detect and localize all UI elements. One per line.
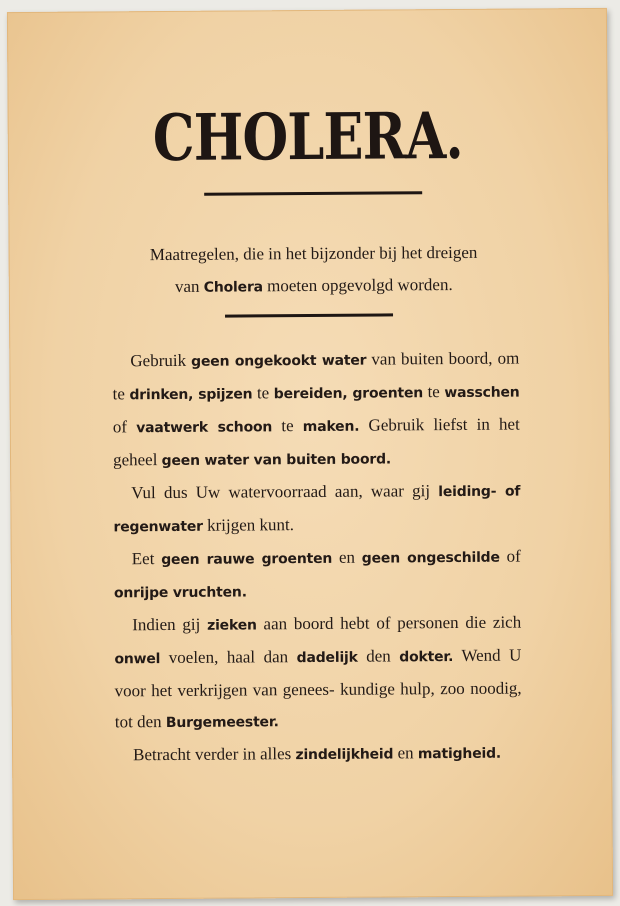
paragraph-illness xyxy=(114,607,522,740)
emphasis: dadelijk xyxy=(296,649,358,667)
emphasis: onwel xyxy=(114,651,161,668)
emphasis: maken. xyxy=(302,418,360,436)
subtitle-text: van xyxy=(174,276,204,296)
text: Betracht verder in alles xyxy=(133,744,296,765)
emphasis: geen ongeschilde xyxy=(361,549,500,567)
emphasis: leiding- of regenwater xyxy=(113,483,521,536)
emphasis: matigheid. xyxy=(417,745,502,763)
emphasis: geen ongekookt water xyxy=(191,352,367,370)
emphasis: geen water van buiten boord. xyxy=(161,451,392,470)
text: Indien gij xyxy=(132,614,208,635)
emphasis: onrijpe vruchten. xyxy=(113,584,247,602)
paragraph-water xyxy=(112,343,520,478)
paragraph-food xyxy=(114,541,521,610)
text: te xyxy=(252,383,274,403)
title-divider xyxy=(204,191,422,196)
emphasis: drinken, spijzen xyxy=(129,386,253,404)
emphasis: zindelijkheid xyxy=(295,746,394,764)
emphasis: dokter. xyxy=(399,649,454,666)
notice-body xyxy=(112,343,522,773)
text: krijgen kunt. xyxy=(202,515,295,535)
text: den xyxy=(357,646,400,666)
emphasis: Burgemeester. xyxy=(165,714,279,732)
emphasis: vaatwerk schoon xyxy=(136,419,273,437)
paragraph-supply xyxy=(113,475,520,544)
text: en xyxy=(393,743,418,763)
emphasis: wasschen xyxy=(444,384,520,402)
text: aan boord hebt of personen die zich xyxy=(256,612,522,634)
text: voelen, haal dan xyxy=(160,647,297,668)
text: Gebruik xyxy=(130,350,192,371)
text: of xyxy=(112,417,137,437)
text: te xyxy=(272,416,303,436)
emphasis: bereiden, groenten xyxy=(273,385,424,403)
emphasis: zieken xyxy=(207,617,257,634)
text: en xyxy=(332,547,362,567)
text: of xyxy=(499,546,521,566)
text: Wend U voor het verkrijgen van genees- kundige hulp, zoo noodig, tot den xyxy=(114,645,522,732)
paragraph-hygiene xyxy=(115,737,522,773)
subtitle-line-1: Maatregelen, die in het bijzonder bij het dreigen xyxy=(149,242,478,265)
notice-title: CHOLERA. xyxy=(152,98,464,177)
text: Vul dus Uw watervoorraad aan, waar gij xyxy=(131,481,439,503)
text: te xyxy=(422,382,445,402)
subtitle-divider xyxy=(225,313,393,317)
notice-paper xyxy=(7,8,613,900)
subtitle-bold: Cholera xyxy=(203,279,263,296)
emphasis: geen rauwe groenten xyxy=(161,550,333,569)
notice-subtitle xyxy=(68,236,558,304)
text: Gebruik liefst in het geheel xyxy=(112,414,520,470)
text: Eet xyxy=(131,549,162,569)
text: van buiten boord, om te xyxy=(112,348,520,404)
subtitle-text: moeten opgevolgd worden. xyxy=(262,275,453,296)
